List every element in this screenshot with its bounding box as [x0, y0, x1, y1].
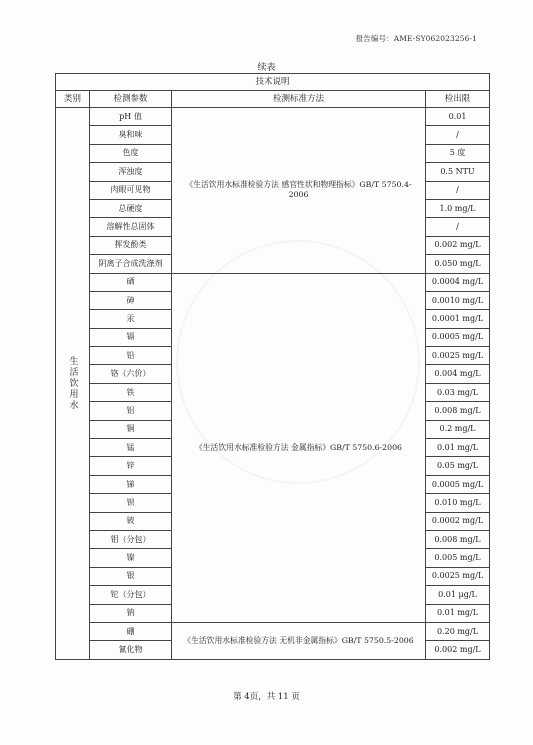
parameter-cell: 臭和味 — [90, 126, 172, 144]
technical-table — [55, 73, 490, 660]
detection-limit-cell: 0.01 mg/L — [426, 604, 490, 622]
detection-limit-cell: 0.008 mg/L — [426, 402, 490, 420]
parameter-cell: 钠 — [90, 604, 172, 622]
detection-limit-cell: 5 度 — [426, 144, 490, 162]
detection-limit-cell: 0.0001 mg/L — [426, 310, 490, 328]
detection-limit-cell: / — [426, 218, 490, 236]
detection-limit-cell: 0.005 mg/L — [426, 549, 490, 567]
detection-limit-cell: 0.05 mg/L — [426, 457, 490, 475]
detection-limit-cell: 0.0025 mg/L — [426, 567, 490, 585]
parameter-cell: 汞 — [90, 310, 172, 328]
parameter-cell: 铊（分包） — [90, 586, 172, 604]
parameter-cell: 钡 — [90, 494, 172, 512]
parameter-cell: 浑浊度 — [90, 163, 172, 181]
parameter-cell: 挥发酚类 — [90, 236, 172, 254]
parameter-cell: 硒 — [90, 273, 172, 291]
detection-limit-cell: 0.20 mg/L — [426, 622, 490, 640]
table-row — [56, 273, 490, 291]
parameter-cell: 银 — [90, 567, 172, 585]
detection-limit-cell: 0.0002 mg/L — [426, 512, 490, 530]
detection-limit-cell: 0.0025 mg/L — [426, 347, 490, 365]
col-header-category: 类别 — [56, 91, 90, 108]
detection-limit-cell: 0.010 mg/L — [426, 494, 490, 512]
method-cell: 《生活饮用水标准检验方法 无机非金属指标》GB/T 5750.5-2006 — [172, 622, 426, 659]
detection-limit-cell: 0.01 — [426, 108, 490, 126]
method-cell: 《生活饮用水标准检验方法 金属指标》GB/T 5750.6-2006 — [172, 273, 426, 622]
detection-limit-cell: / — [426, 181, 490, 199]
report-number: 报告编号：AME-SY062023256-1 — [355, 34, 477, 43]
parameter-cell: 铬（六价） — [90, 365, 172, 383]
parameter-cell: 砷 — [90, 291, 172, 309]
parameter-cell: 阴离子合成洗涤剂 — [90, 255, 172, 273]
detection-limit-cell: 0.002 mg/L — [426, 236, 490, 254]
detection-limit-cell: / — [426, 126, 490, 144]
page-footer: 第 4页，共 11 页 — [233, 692, 300, 702]
parameter-cell: 铜 — [90, 420, 172, 438]
detection-limit-cell: 0.01 μg/L — [426, 586, 490, 604]
detection-limit-cell: 1.0 mg/L — [426, 199, 490, 217]
col-header-limit: 检出限 — [426, 91, 490, 108]
parameter-cell: 氰化物 — [90, 641, 172, 659]
detection-limit-cell: 0.050 mg/L — [426, 255, 490, 273]
detection-limit-cell: 0.008 mg/L — [426, 530, 490, 548]
table-row — [56, 622, 490, 640]
col-header-parameter: 检测参数 — [90, 91, 172, 108]
detection-limit-cell: 0.03 mg/L — [426, 383, 490, 401]
parameter-cell: 锌 — [90, 457, 172, 475]
parameter-cell: 铝 — [90, 402, 172, 420]
parameter-cell: 肉眼可见物 — [90, 181, 172, 199]
parameter-cell: 镉 — [90, 328, 172, 346]
detection-limit-cell: 0.0005 mg/L — [426, 328, 490, 346]
category-cell: 生活饮用水 — [56, 108, 90, 660]
col-header-method: 检测标准方法 — [172, 91, 426, 108]
parameter-cell: pH 值 — [90, 108, 172, 126]
detection-limit-cell: 0.0004 mg/L — [426, 273, 490, 291]
parameter-cell: 钼（分包） — [90, 530, 172, 548]
parameter-cell: 总硬度 — [90, 199, 172, 217]
detection-limit-cell: 0.2 mg/L — [426, 420, 490, 438]
parameter-cell: 铅 — [90, 347, 172, 365]
detection-limit-cell: 0.01 mg/L — [426, 439, 490, 457]
parameter-cell: 铁 — [90, 383, 172, 401]
parameter-cell: 锰 — [90, 439, 172, 457]
section-title: 技术说明 — [56, 74, 490, 91]
parameter-cell: 镍 — [90, 549, 172, 567]
parameter-cell: 锑 — [90, 475, 172, 493]
continued-title: 续表 — [257, 63, 276, 73]
table-row — [56, 108, 490, 126]
parameter-cell: 色度 — [90, 144, 172, 162]
parameter-cell: 溶解性总固体 — [90, 218, 172, 236]
detection-limit-cell: 0.004 mg/L — [426, 365, 490, 383]
parameter-cell: 硼 — [90, 622, 172, 640]
detection-limit-cell: 0.002 mg/L — [426, 641, 490, 659]
method-cell: 《生活饮用水标准检验方法 感官性状和物理指标》GB/T 5750.4-2006 — [172, 108, 426, 274]
detection-limit-cell: 0.5 NTU — [426, 163, 490, 181]
parameter-cell: 铍 — [90, 512, 172, 530]
detection-limit-cell: 0.0010 mg/L — [426, 291, 490, 309]
detection-limit-cell: 0.0005 mg/L — [426, 475, 490, 493]
